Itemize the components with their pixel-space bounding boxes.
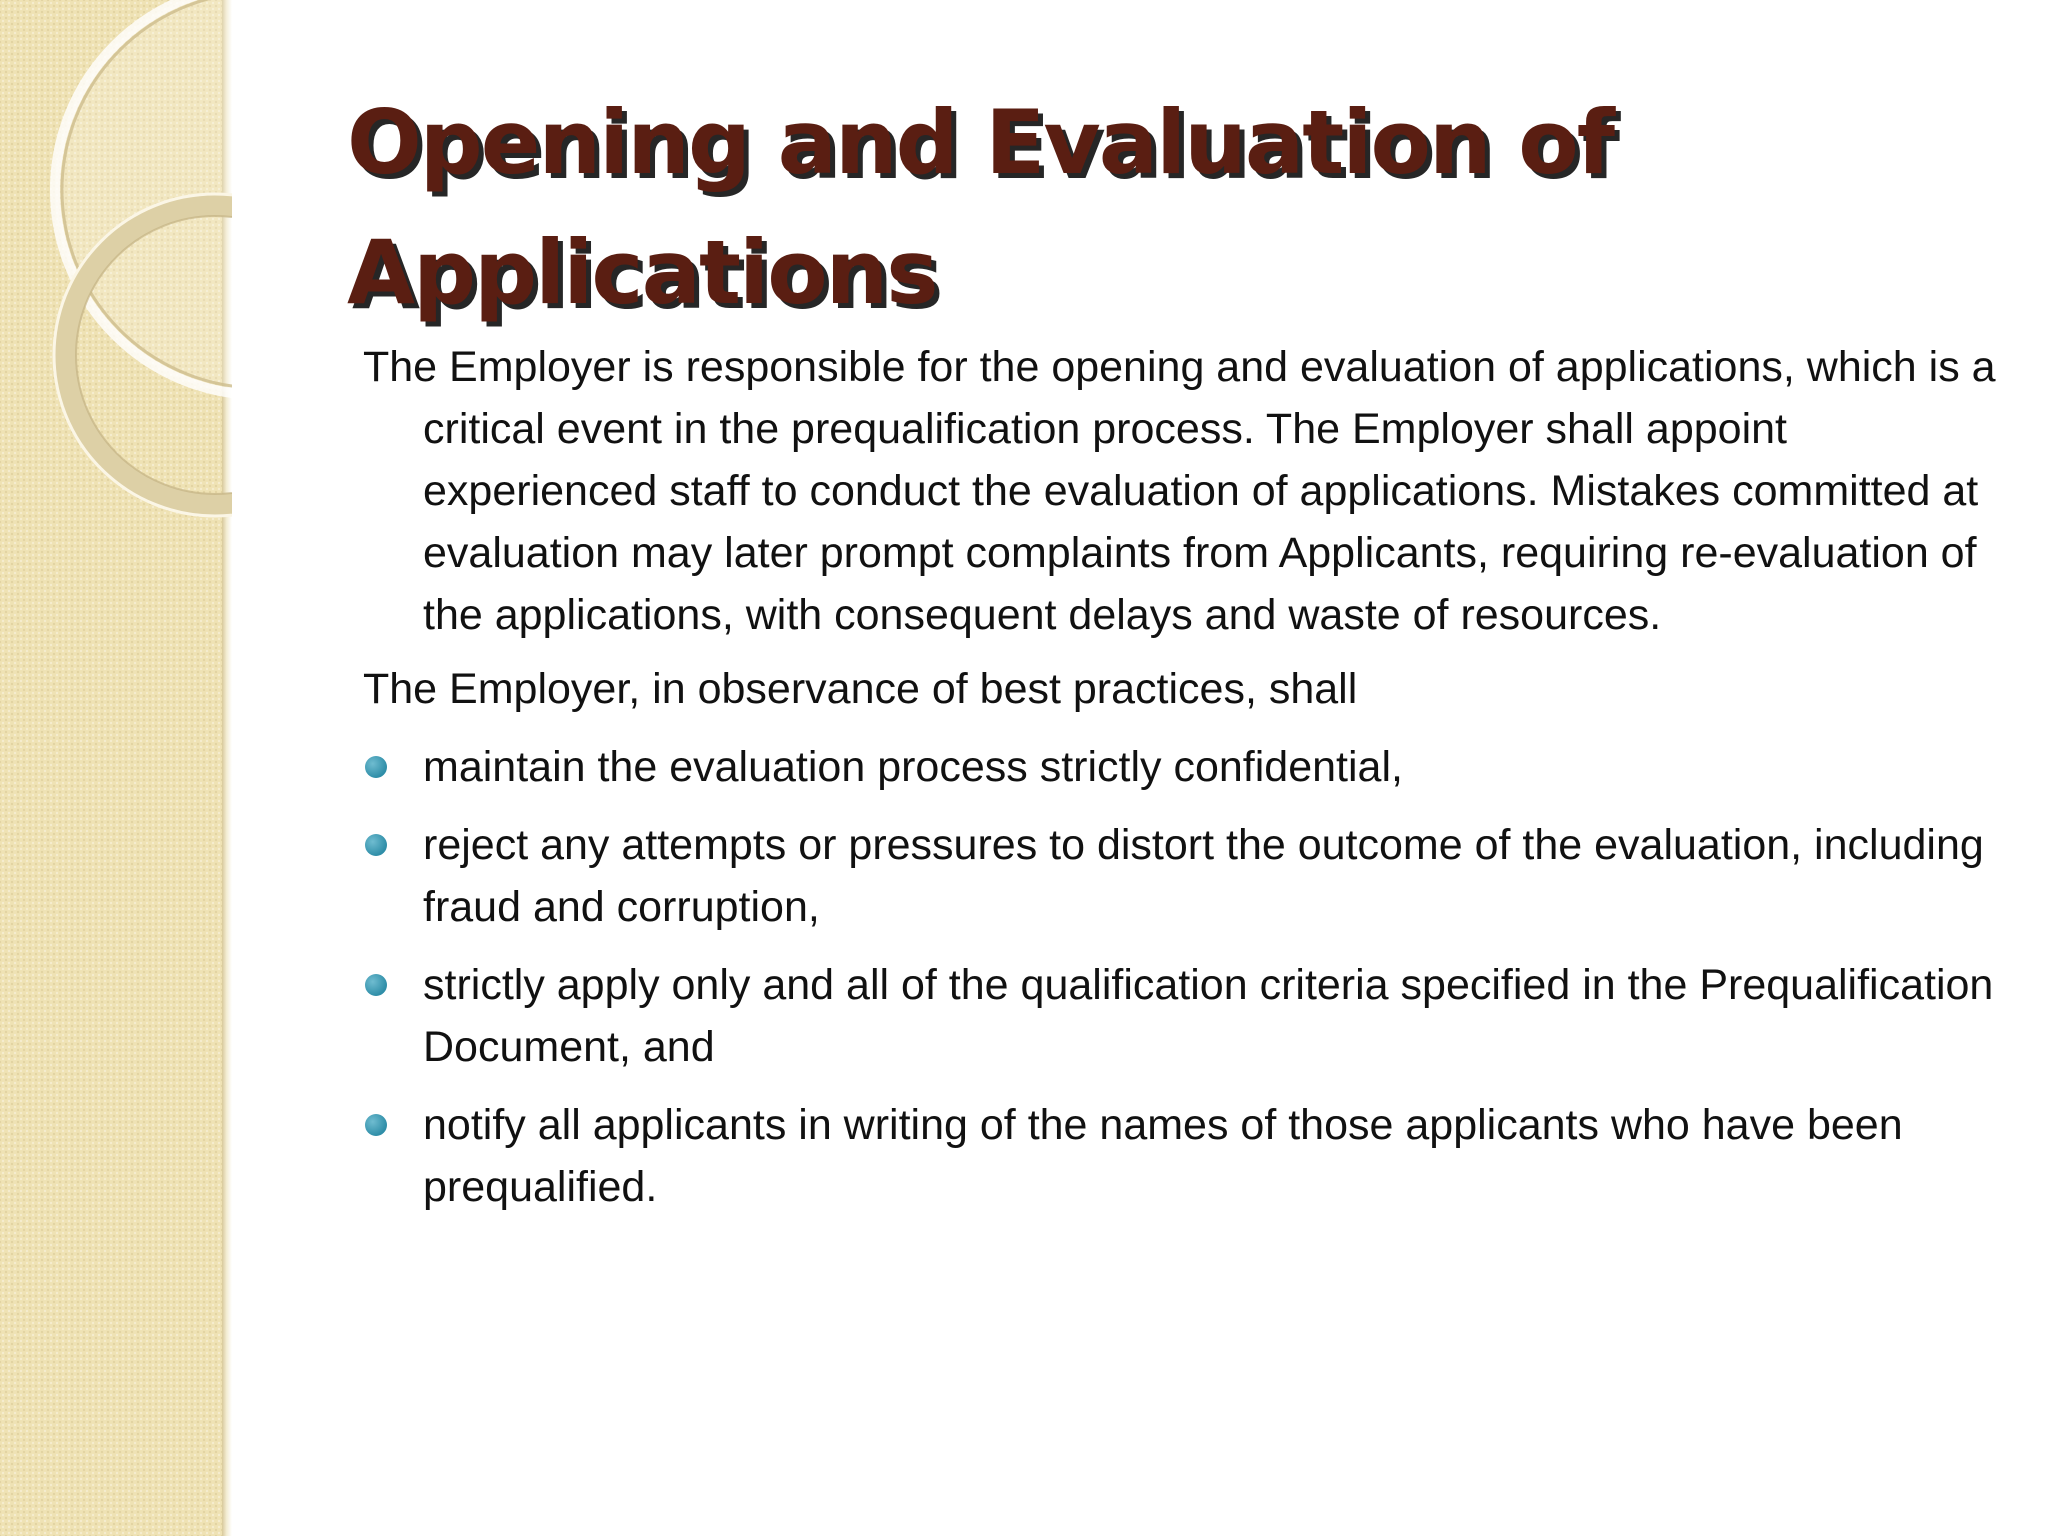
- lead-in-paragraph: The Employer, in observance of best practices, shall: [363, 665, 1358, 713]
- bullet-text: reject any attempts or pressures to distort the outcome of the evaluation, including fraud and corruption,: [423, 821, 1984, 931]
- intro-paragraph: The Employer is responsible for the opening and evaluation of applications, which is a critical event in the prequalification process. The Employer shall appoint experienced staff to conduct the evaluation of applications. Mistakes committed at evaluation may later prompt complaints from Applicants, requiring re-evaluation of the applications, with consequent delays and waste of resources.: [363, 343, 1996, 639]
- bullet-dot-icon: [365, 1114, 387, 1136]
- bullet-item: [363, 814, 2003, 938]
- bullet-item: [363, 954, 2003, 1078]
- bullet-text: notify all applicants in writing of the names of those applicants who have been prequalified.: [423, 1101, 1903, 1211]
- bullet-list: [363, 736, 2003, 1218]
- bullet-dot-icon: [365, 834, 387, 856]
- bullet-dot-icon: [365, 974, 387, 996]
- bullet-item: [363, 736, 2003, 798]
- ring-decoration-icon: [0, 0, 232, 520]
- bullet-dot-icon: [365, 756, 387, 778]
- bullet-item: [363, 1094, 2003, 1218]
- slide-title: Opening and Evaluation of Applications: [347, 91, 1614, 324]
- bullet-text: maintain the evaluation process strictly confidential,: [423, 743, 1403, 791]
- slide-body: [363, 336, 2003, 1234]
- bullet-text: strictly apply only and all of the qualification criteria specified in the Prequalification Document, and: [423, 961, 1994, 1071]
